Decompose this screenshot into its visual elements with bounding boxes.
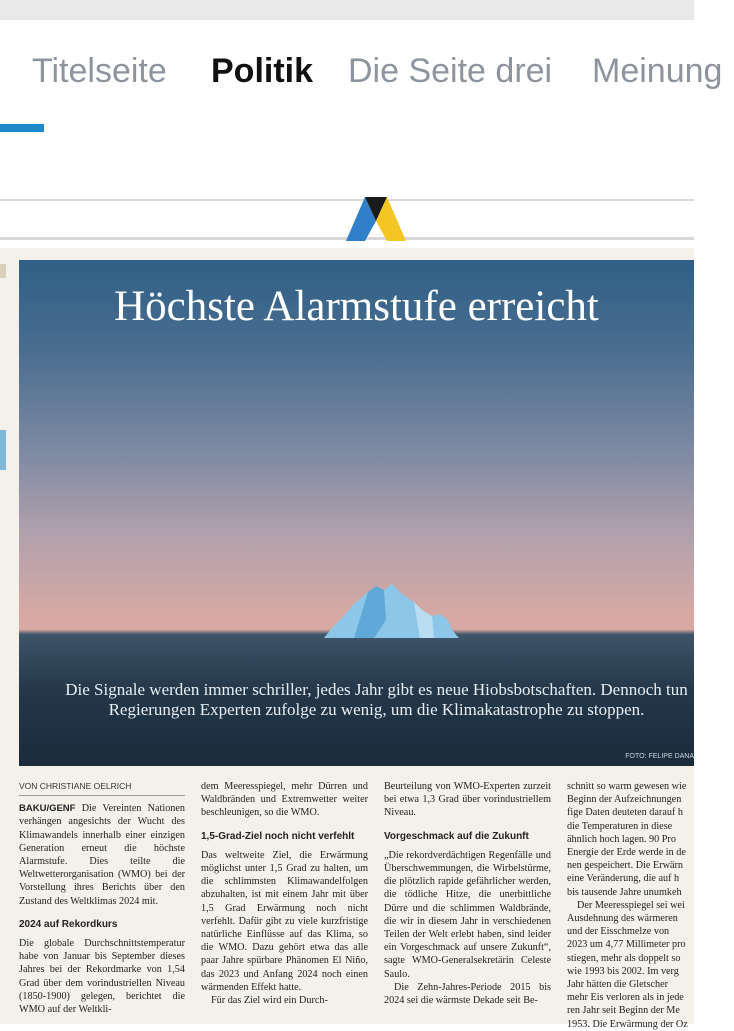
tab-meinung[interactable]: Meinung [592, 52, 723, 90]
dateline: BAKU/GENF [19, 803, 76, 815]
paragraph: „Die rekordverdächtigen Regenfälle und Überschwemmungen, die Wirbelstürme, die plötzlich rapide gefährlicher werden, die tödliche Hitze, die unerbittliche Dürre und die schlimmen Waldbrände, die wir in diesem Jahr in verschiedenen Teilen der Welt erlebt haben, sind leider ein Vorgeschmack auf unsere Zukunft“, sagte WMO-Generalsekretärin Celeste Saulo. [384, 849, 551, 980]
article-column-3 [384, 780, 551, 1007]
newspaper-logo-icon[interactable] [346, 195, 406, 241]
previous-page-edge[interactable] [0, 260, 16, 1024]
photo-credit: FOTO: FELIPE DANA [625, 753, 694, 760]
byline: VON CHRISTIANE OELRICH [19, 780, 185, 796]
subheading: 1,5-Grad-Ziel noch nicht verfehlt [201, 830, 355, 842]
paragraph: dem Meeresspiegel, mehr Dürren und Waldbränden und Extremwetter weiter beschleunigen, so die WMO. [201, 781, 368, 819]
paragraph: Die globale Durchschnittstemperatur habe von Januar bis September dieses Jahres bei der Rekordmarke von 1,54 Grad über dem vorindustriellen Niveau (1850-1900) gelegen, berichtet die WMO auf der Weltkli- [19, 938, 185, 1016]
paragraph: Beurteilung von WMO-Experten zurzeit bei etwa 1,3 Grad über vorindustriellem Niveau. [384, 781, 551, 819]
tab-titelseite[interactable]: Titelseite [32, 52, 167, 90]
subheading: Vorgeschmack auf die Zukunft [384, 830, 529, 842]
tab-politik[interactable]: Politik [211, 52, 314, 90]
iceberg-image [324, 580, 459, 638]
hero-image [19, 260, 694, 766]
tab-die-seite-drei[interactable]: Die Seite drei [348, 52, 553, 90]
status-bar-area [0, 0, 694, 20]
article-column-1: VON CHRISTIANE OELRICH BAKU/GENF Die Vereinten Nationen verhängen angesichts der Wucht des Klimawandels innerhalb einer einzigen Generation erneut die höchste Alarmstufe. Dies teilte die Weltwetterorganisation (WMO) bei der Vorstellung ihres Berichts über den Zustand des Weltklimas 2024 mit. 2024 auf Rekordkurs Die globale Durchschnittstemperatur habe von Januar bis September dieses Jahres bei der Rekordmarke von 1,54 Grad über dem vorindustriellen Niveau (1850-1900) gelegen, berichtet die WMO auf der Weltkli- [19, 781, 185, 1016]
active-tab-indicator [0, 124, 44, 132]
paragraph: Für das Ziel wird ein Durch- [211, 995, 328, 1007]
article-headline: Höchste Alarmstufe erreicht [114, 283, 599, 330]
paragraph: Die Zehn-Jahres-Periode 2015 bis 2024 sei die wärmste Dekade seit Be- [384, 981, 551, 1007]
paragraph: Das weltweite Ziel, die Erwärmung möglichst unter 1,5 Grad zu halten, um die schlimmsten Klimawandelfolgen abzuhalten, ist mit einem Jahr mit über 1,5 Grad Erwärmung noch nicht verfehlt. Dafür gibt zu viele kurzfristige natürliche Einflüsse auf das Klima, so die WMO. Dazu gehört etwa das alle paar Jahre spürbare Phänomen El Niño, das 2023 und Anfang 2024 noch einen wärmenden Effekt hatte. [201, 849, 368, 993]
section-tabs [0, 20, 723, 132]
image-caption: Die Signale werden immer schriller, jedes Jahr gibt es neue Hiobsbotschaften. Dennoch tun Regierungen Experten zufolge zu wenig, um die Klimakatastrophe zu stoppen. [65, 680, 688, 719]
article-column-2 [201, 780, 368, 1007]
article-column-4: schnitt so warm gewesen wie Beginn der Aufzeichnungen fige Daten deuteten darauf h die Temperaturen in diese ähnlich hoch lagen. 90 Pro Energie der Erde werde in de nen gespeichert. Die Erwärn eine Veränderung, die auf h bis tausende Jahre unumkeh Der Meeresspiegel sei wei Ausdehnung des wärmeren und der Eisschmelze von 2023 um 4,77 Millimeter pro stiegen, mehr als doppelt so wie 1993 bis 2002. Im verg Jahr hätten die Gletscher mehr Eis verloren als in jede ren Jahr seit Beginn der Me 1953. Die Erwärmung der Oz [567, 781, 688, 1030]
subheading: 2024 auf Rekordkurs [19, 918, 118, 930]
